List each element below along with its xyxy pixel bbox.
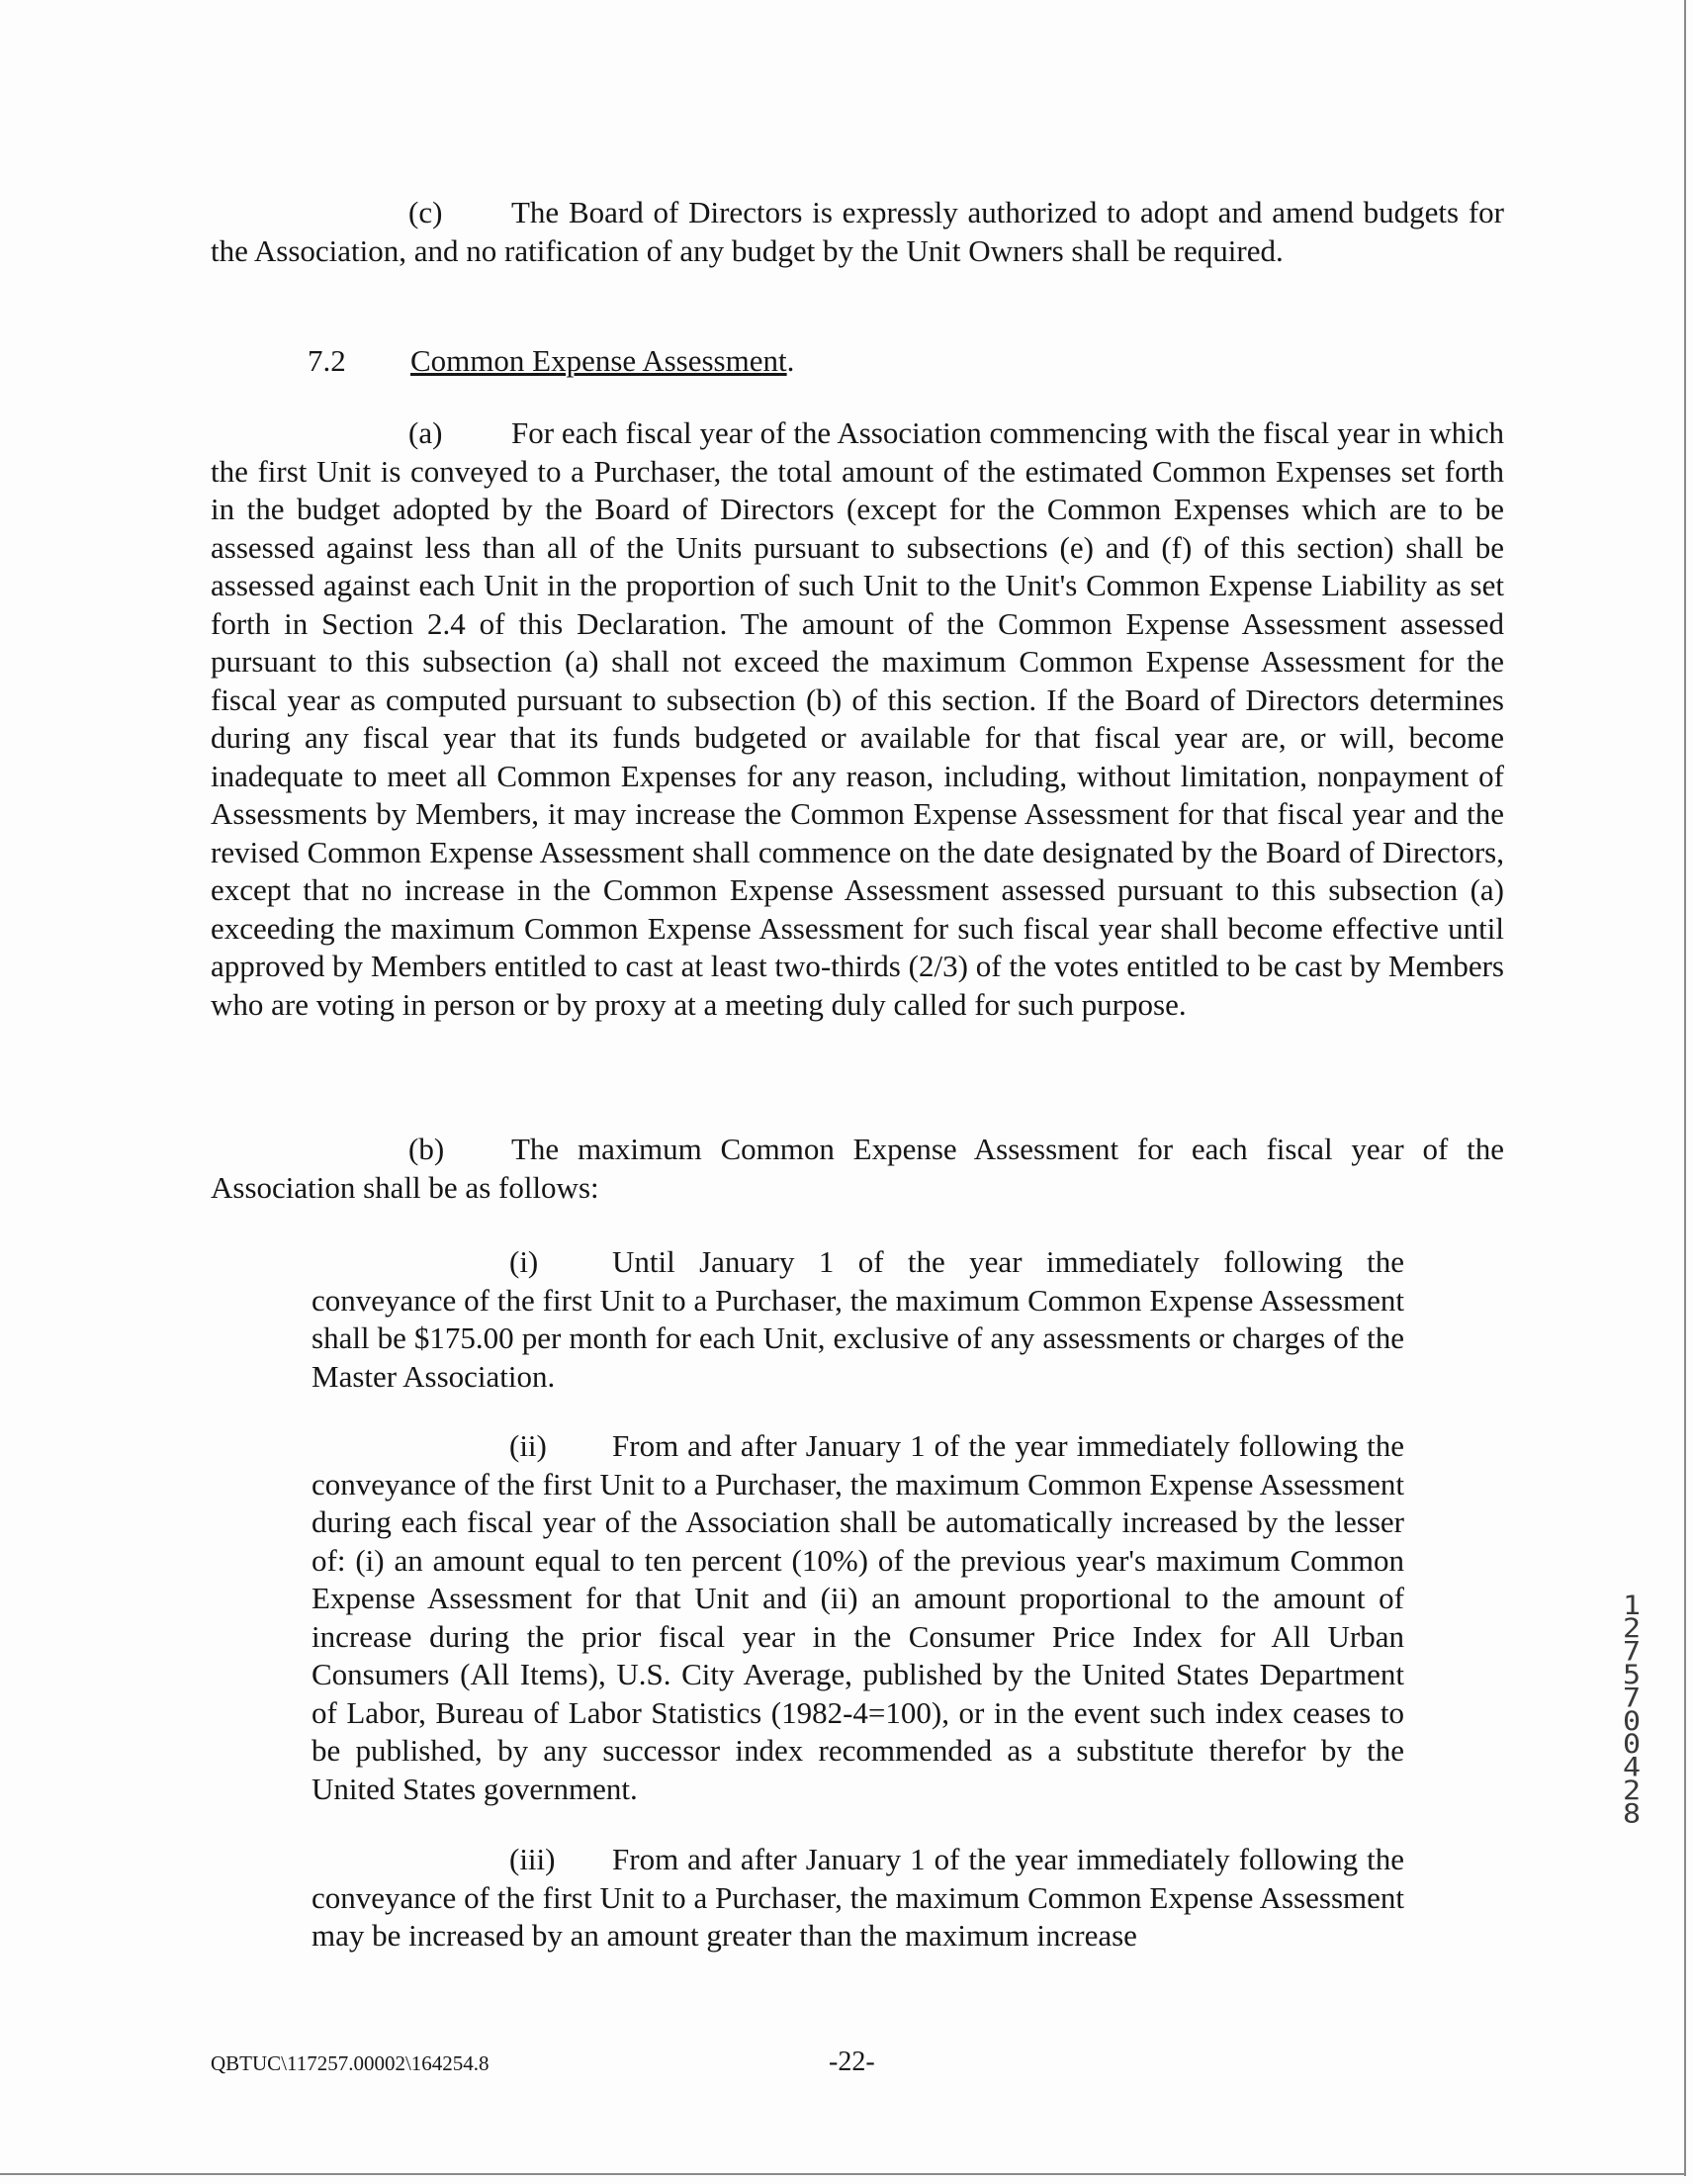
paragraph-iii-label: (iii) [509,1842,556,1876]
section-number: 7.2 [308,343,346,378]
paragraph-i-text: Until January 1 of the year immediately following the conveyance of the first Unit to a Purchaser, the maximum Common Expense Assessment shall be $175.00 per month for each Unit, exclusive of any assessments or charges of the Master Association. [312,1244,1404,1394]
paragraph-c [211,194,1504,270]
paragraph-ii-label: (ii) [509,1428,547,1463]
paragraph-b-text: The maximum Common Expense Assessment for each fiscal year of the Association shall be as follows: [211,1132,1504,1205]
paragraph-b-label: (b) [408,1132,445,1166]
section-title: Common Expense Assessment [410,343,787,378]
paragraph-iii [312,1841,1404,1956]
paragraph-iii-text: From and after January 1 of the year immediately following the conveyance of the first Unit to a Purchaser, the maximum Common Expense Assessment may be increased by an amount greater than the maximum increase [312,1842,1404,1953]
paragraph-b [211,1131,1504,1207]
footer-page-number: -22- [829,2047,875,2077]
paragraph-a-label: (a) [408,415,443,450]
scan-bottom-edge [0,2173,1686,2175]
footer-document-id: QBTUC\117257.00002\164254.8 [211,2051,490,2075]
section-title-suffix: . [786,343,795,378]
section-heading [211,342,1504,381]
paragraph-ii-text: From and after January 1 of the year immediately following the conveyance of the first Unit to a Purchaser, the maximum Common Expense Assessment during each fiscal year of the Association shall be automatically increased by the lesser of: (i) an amount equal to ten percent (10%) of the previous year's maximum Common Expense Assessment for that Unit and (ii) an amount proportional to the amount of increase during the prior fiscal year in the Consumer Price Index for All Urban Consumers (All Items), U.S. City Average, published by the United States Department of Labor, Bureau of Labor Statistics (1982-4=100), or in the event such index ceases to be published, by any successor index recommended as a substitute therefor by the United States government. [312,1428,1404,1806]
paragraph-i-label: (i) [509,1244,539,1279]
paragraph-c-label: (c) [408,195,443,229]
paragraph-c-text: The Board of Directors is expressly authorized to adopt and amend budgets for the Association, and no ratification of any budget by the Unit Owners shall be required. [211,195,1504,268]
paragraph-a [211,414,1504,1024]
paragraph-ii [312,1427,1404,1808]
paragraph-a-text: For each fiscal year of the Association commencing with the fiscal year in which the first Unit is conveyed to a Purchaser, the total amount of the estimated Common Expenses set forth in the budget adopted by the Board of Directors (except for the Common Expenses which are to be assessed against less than all of the Units pursuant to subsections (e) and (f) of this section) shall be assessed against each Unit in the proportion of such Unit to the Unit's Common Expense Liability as set forth in Section 2.4 of this Declaration. The amount of the Common Expense Assessment assessed pursuant to this subsection (a) shall not exceed the maximum Common Expense Assessment for the fiscal year as computed pursuant to subsection (b) of this section. If the Board of Directors determines during any fiscal year that its funds budgeted or available for that fiscal year are, or will, become inadequate to meet all Common Expenses for any reason, including, without limitation, nonpayment of Assessments by Members, it may increase the Common Expense Assessment for that fiscal year and the revised Common Expense Assessment shall commence on the date designated by the Board of Directors, except that no increase in the Common Expense Assessment assessed pursuant to this subsection (a) exceeding the maximum Common Expense Assessment for such fiscal year shall become effective until approved by Members entitled to cast at least two-thirds (2/3) of the votes entitled to be cast by Members who are voting in person or by proxy at a meeting duly called for such purpose. [211,415,1504,1022]
scan-right-edge [1684,0,1686,2176]
margin-record-stamp: 12757 00428 [1622,1590,1659,1830]
paragraph-i [312,1243,1404,1396]
